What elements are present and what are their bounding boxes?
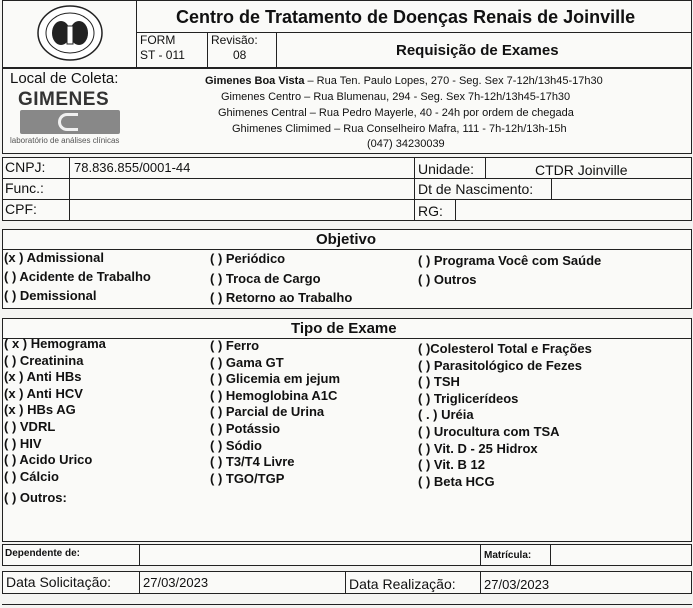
exam-c3-item-1[interactable]: ( )Colesterol Total e Frações (418, 341, 592, 356)
exam-c1-item-5[interactable]: (x ) HBs AG (4, 402, 76, 418)
phone: (047) 34230039 (367, 138, 445, 150)
solicitacao-label: Data Solicitação: (6, 574, 112, 590)
matricula-label: Matrícula: (484, 550, 532, 561)
exam-c1-item-9[interactable]: ( ) Cálcio (4, 468, 59, 484)
revision-value: 08 (233, 48, 247, 62)
exam-c1-item-3[interactable]: (x ) Anti HBs (4, 369, 82, 385)
exam-outros[interactable]: ( ) Outros: (4, 490, 67, 505)
exam-c2-item-1[interactable]: ( ) Ferro (210, 338, 260, 353)
tipo-exame-title: Tipo de Exame (291, 320, 397, 337)
location-1 (205, 75, 603, 87)
gimenes-logo-subtitle: laboratório de análises clínicas (10, 136, 120, 145)
clinic-title: Centro de Tratamento de Doenças Renais de Joinville (176, 7, 636, 27)
objetivo-title: Objetivo (316, 231, 377, 248)
exam-c1-item-1[interactable]: ( x ) Hemograma (4, 336, 106, 351)
exam-c3-item-7[interactable]: ( ) Vit. D - 25 Hidrox (418, 440, 538, 456)
objetivo-periodico[interactable]: ( ) Periódico (210, 251, 286, 266)
form-label: FORM (140, 33, 176, 47)
func-label: Func.: (5, 180, 44, 196)
objetivo-demissional[interactable]: ( ) Demissional (4, 288, 97, 303)
exam-c3-item-8[interactable]: ( ) Vit. B 12 (418, 457, 485, 473)
location-2: Gimenes Centro – Rua Blumenau, 294 - Seg. Sex 7h-12h/13h45-17h30 (221, 91, 571, 103)
exam-c2-item-3[interactable]: ( ) Glicemia em jejum (210, 371, 341, 387)
exam-c3-item-4[interactable]: ( ) Triglicerídeos (418, 390, 519, 406)
exam-c1-item-7[interactable]: ( ) HIV (4, 435, 42, 451)
location-1-text: – Rua Ten. Paulo Lopes, 270 - Seg. Sex 7-12h/13h45-17h30 (304, 75, 603, 87)
exam-c2-item-8[interactable]: ( ) T3/T4 Livre (210, 454, 295, 470)
exam-c1-item-6[interactable]: ( ) VDRL (4, 419, 56, 434)
gimenes-logo-mark (58, 113, 78, 131)
objetivo-retorno-trabalho[interactable]: ( ) Retorno ao Trabalho (210, 290, 353, 305)
clinic-seal-logo (36, 4, 104, 62)
location-4: Ghimenes Climimed – Rua Conselheiro Mafra, 111 - 7h-12h/13h-15h (232, 123, 567, 135)
realizacao-value: 27/03/2023 (484, 577, 550, 592)
cnpj-value: 78.836.855/0001-44 (74, 160, 191, 175)
form-code: ST - 011 (140, 48, 185, 62)
exam-c1-item-2[interactable]: ( ) Creatinina (4, 352, 84, 368)
objetivo-troca-cargo[interactable]: ( ) Troca de Cargo (210, 271, 321, 286)
exam-c1-item-4[interactable]: (x ) Anti HCV (4, 385, 83, 401)
exam-c2-item-5[interactable]: ( ) Parcial de Urina (210, 404, 325, 420)
bottom-edge-line (2, 604, 692, 605)
dependente-row (2, 544, 692, 566)
rg-label: RG: (418, 203, 443, 219)
dependente-label: Dependente de: (5, 548, 81, 559)
nascimento-label: Dt de Nascimento: (418, 181, 534, 197)
objetivo-acidente-trabalho[interactable]: ( ) Acidente de Trabalho (4, 269, 151, 284)
objetivo-admissional[interactable]: (x ) Admissional (4, 250, 104, 265)
coleta-label: Local de Coleta: (10, 70, 119, 87)
exam-c2-item-2[interactable]: ( ) Gama GT (210, 354, 284, 370)
gimenes-logo-text: GIMENES (18, 89, 110, 110)
exam-c3-item-3[interactable]: ( ) TSH (418, 374, 460, 390)
unidade-value: CTDR Joinville (535, 162, 628, 178)
exam-c2-item-7[interactable]: ( ) Sódio (210, 437, 262, 453)
exam-c2-item-9[interactable]: ( ) TGO/TGP (210, 470, 285, 486)
exam-c3-item-6[interactable]: ( ) Urocultura com TSA (418, 424, 560, 439)
exam-c2-item-6[interactable]: ( ) Potássio (210, 421, 281, 436)
objetivo-outros[interactable]: ( ) Outros (418, 272, 477, 287)
cnpj-label: CNPJ: (5, 159, 46, 175)
unidade-label: Unidade: (418, 161, 475, 177)
exam-c3-item-5[interactable]: ( . ) Uréia (418, 407, 474, 423)
cpf-label: CPF: (5, 201, 37, 217)
exam-c3-item-2[interactable]: ( ) Parasitológico de Fezes (418, 357, 582, 373)
realizacao-label: Data Realização: (349, 576, 456, 592)
location-3: Ghimenes Central – Rua Pedro Mayerle, 40 - 24h por ordem de chegada (218, 107, 574, 119)
objetivo-programa-voce-com-saude[interactable]: ( ) Programa Você com Saúde (418, 253, 602, 268)
solicitacao-value: 27/03/2023 (143, 575, 209, 590)
location-1-name: Gimenes Boa Vista (205, 75, 305, 87)
exam-c2-item-4[interactable]: ( ) Hemoglobina A1C (210, 387, 338, 403)
exam-c3-item-9[interactable]: ( ) Beta HCG (418, 473, 495, 489)
document-title: Requisição de Exames (396, 42, 559, 59)
revision-label: Revisão: (211, 33, 258, 47)
exam-c1-item-8[interactable]: ( ) Acido Urico (4, 452, 93, 468)
